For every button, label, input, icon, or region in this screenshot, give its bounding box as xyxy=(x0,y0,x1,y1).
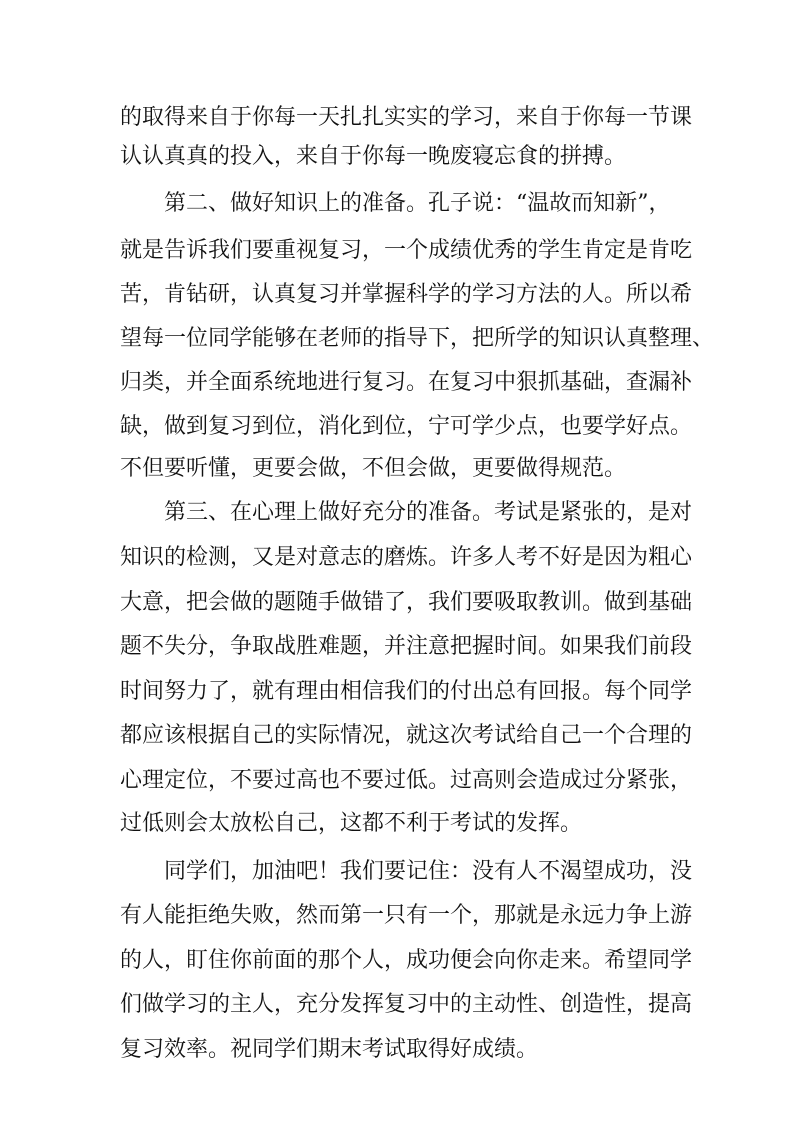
text-line: 过低则会太放松自己，这都不利于考试的发挥。 xyxy=(120,811,583,836)
text-line: 苦，肯钻研，认真复习并掌握科学的学习方法的人。所以希 xyxy=(120,282,693,307)
paragraph-3-first-line: 第三、在心理上做好充分的准备。考试是紧张的，是对 xyxy=(164,500,693,525)
text-line: 的取得来自于你每一天扎扎实实的学习，来自于你每一节课 xyxy=(120,105,693,130)
text-line: 们做学习的主人，充分发挥复习中的主动性、创造性，提高 xyxy=(120,992,693,1017)
text-line: 归类，并全面系统地进行复习。在复习中狠抓基础，查漏补 xyxy=(120,370,693,395)
text-line: 有人能拒绝失败，然而第一只有一个，那就是永远力争上游 xyxy=(120,903,693,928)
paragraph-4-first-line: 同学们，加油吧！我们要记住：没有人不渴望成功，没 xyxy=(164,859,693,884)
text-line: 都应该根据自己的实际情况，就这次考试给自己一个合理的 xyxy=(120,723,693,748)
text-line: 时间努力了，就有理由相信我们的付出总有回报。每个同学 xyxy=(120,679,693,704)
text-line: 的人，盯住你前面的那个人，成功便会向你走来。希望同学 xyxy=(120,948,693,973)
text-line: 题不失分，争取战胜难题，并注意把握时间。如果我们前段 xyxy=(120,634,693,659)
text-line: 缺，做到复习到位，消化到位，宁可学少点，也要学好点。 xyxy=(120,414,693,439)
text-line: 心理定位，不要过高也不要过低。过高则会造成过分紧张， xyxy=(120,768,693,793)
paragraph-2-first-line: 第二、做好知识上的准备。孔子说：“温故而知新”， xyxy=(164,191,671,216)
text-line: 不但要听懂，更要会做，不但会做，更要做得规范。 xyxy=(120,456,627,481)
text-line: 复习效率。祝同学们期末考试取得好成绩。 xyxy=(120,1037,539,1062)
text-line: 知识的检测，又是对意志的磨炼。许多人考不好是因为粗心 xyxy=(120,545,693,570)
text-line: 就是告诉我们要重视复习，一个成绩优秀的学生肯定是肯吃 xyxy=(120,238,693,263)
text-line: 认认真真的投入，来自于你每一晚废寝忘食的拼搏。 xyxy=(120,144,627,169)
text-line: 望每一位同学能够在老师的指导下，把所学的知识认真整理、 xyxy=(120,326,715,351)
text-line: 大意，把会做的题随手做错了，我们要吸取教训。做到基础 xyxy=(120,590,693,615)
